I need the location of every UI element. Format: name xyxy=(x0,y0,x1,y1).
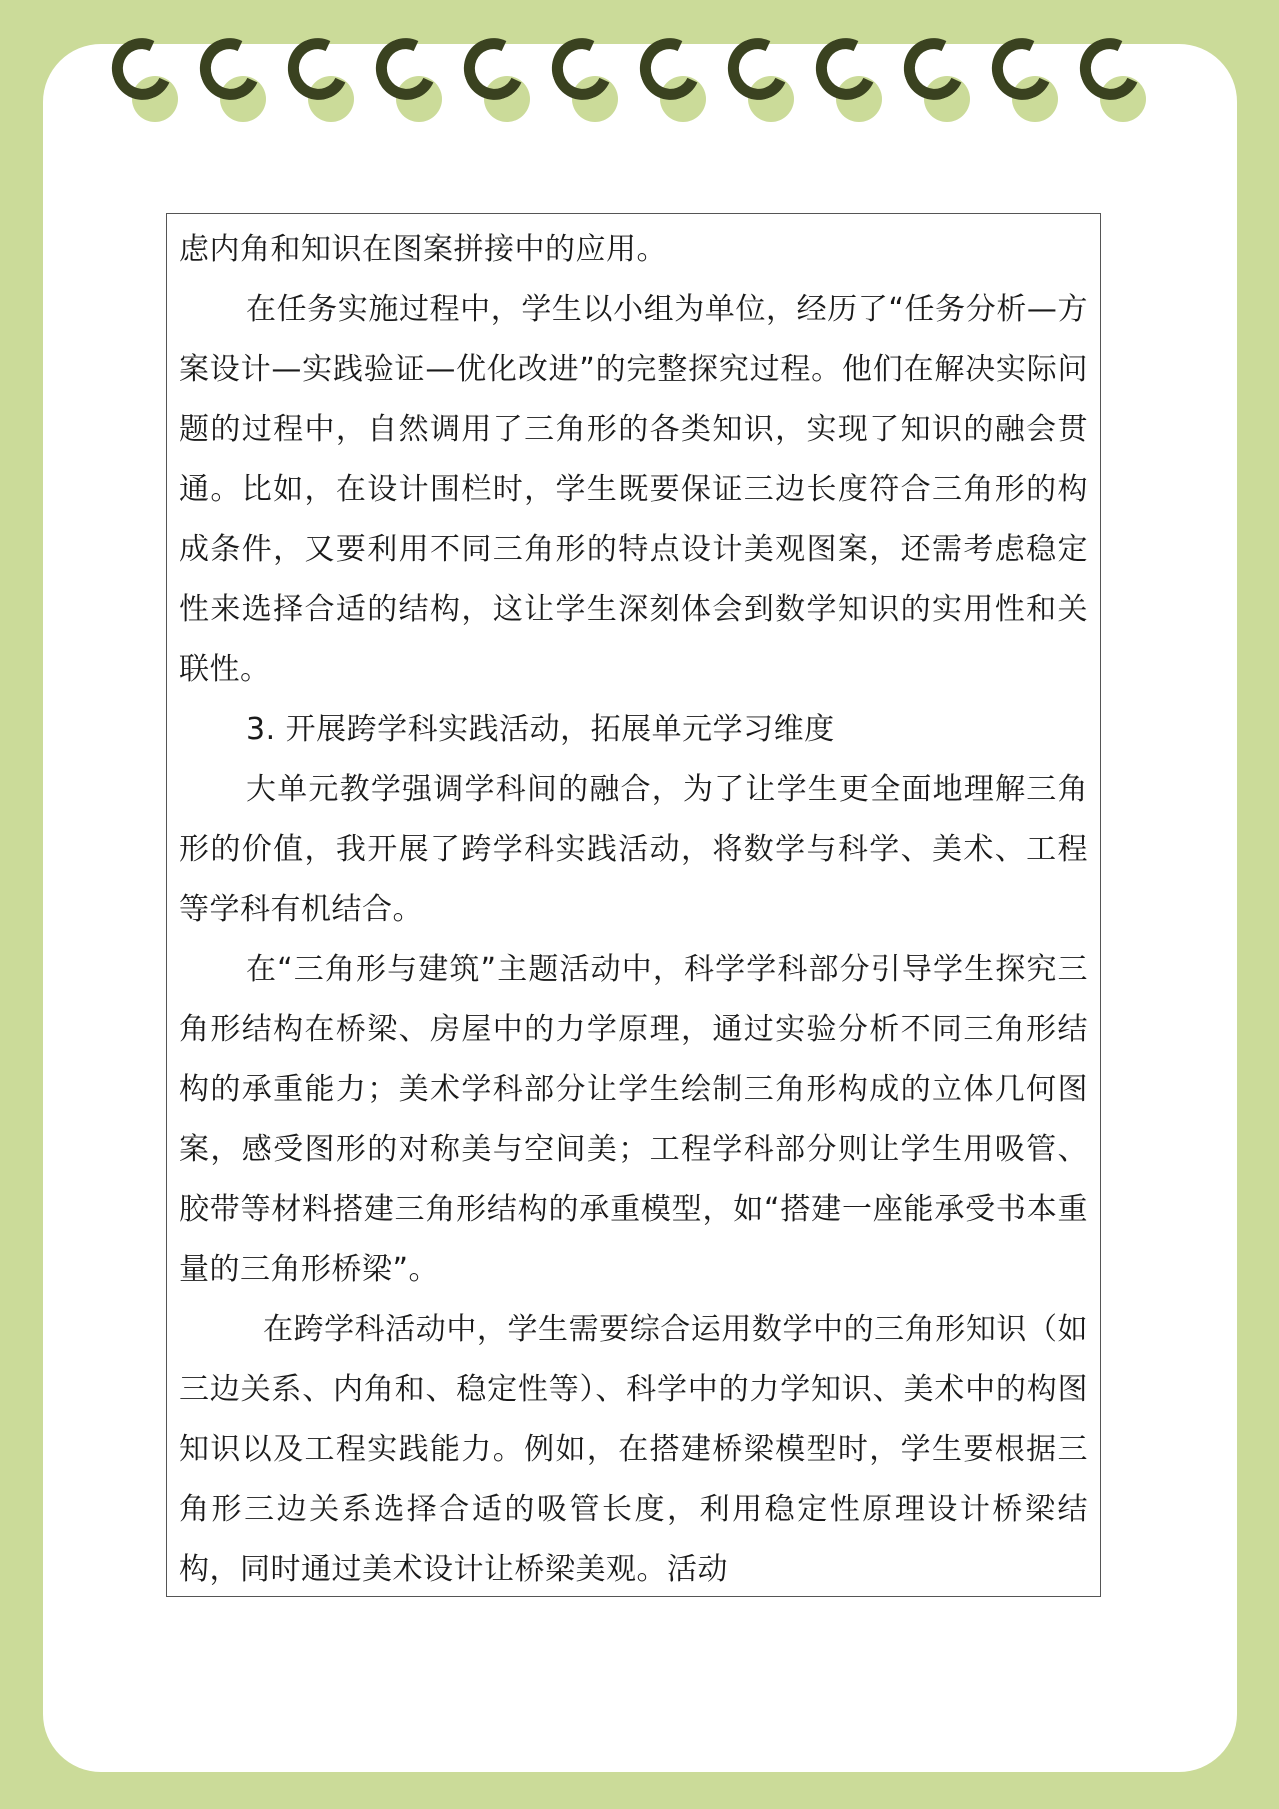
paragraph-continuation: 虑内角和知识在图案拼接中的应用。 xyxy=(179,232,667,267)
document-text-frame xyxy=(166,213,1101,1597)
paragraph-interdisciplinary-activity: 在跨学科活动中，学生需要综合运用数学中的三角形知识（如三边关系、内角和、稳定性等）、科学中的力学知识、美术中的构图知识以及工程实践能力。例如，在搭建桥梁模型时，学生要根据三角形三边关系选择合适的吸管长度，利用稳定性原理设计桥梁结构，同时通过美术设计让桥梁美观。活动 xyxy=(179,1312,1088,1587)
paragraph-interdisciplinary-intro: 大单元教学强调学科间的融合，为了让学生更全面地理解三角形的价值，我开展了跨学科实践活动，将数学与科学、美术、工程等学科有机结合。 xyxy=(179,772,1088,927)
paragraph-triangle-architecture: 在“三角形与建筑”主题活动中，科学学科部分引导学生探究三角形结构在桥梁、房屋中的力学原理，通过实验分析不同三角形结构的承重能力；美术学科部分让学生绘制三角形构成的立体几何图案，感受图形的对称美与空间美；工程学科部分则让学生用吸管、胶带等材料搭建三角形结构的承重模型，如“搭建一座能承受书本重量的三角形桥梁”。 xyxy=(179,952,1088,1287)
paragraph-task-process: 在任务实施过程中，学生以小组为单位，经历了“任务分析—方案设计—实践验证—优化改进”的完整探究过程。他们在解决实际问题的过程中，自然调用了三角形的各类知识，实现了知识的融会贯通。比如，在设计围栏时，学生既要保证三边长度符合三角形的构成条件，又要利用不同三角形的特点设计美观图案，还需考虑稳定性来选择合适的结构，这让学生深刻体会到数学知识的实用性和关联性。 xyxy=(179,292,1088,687)
section-heading: 3. 开展跨学科实践活动，拓展单元学习维度 xyxy=(246,712,835,747)
